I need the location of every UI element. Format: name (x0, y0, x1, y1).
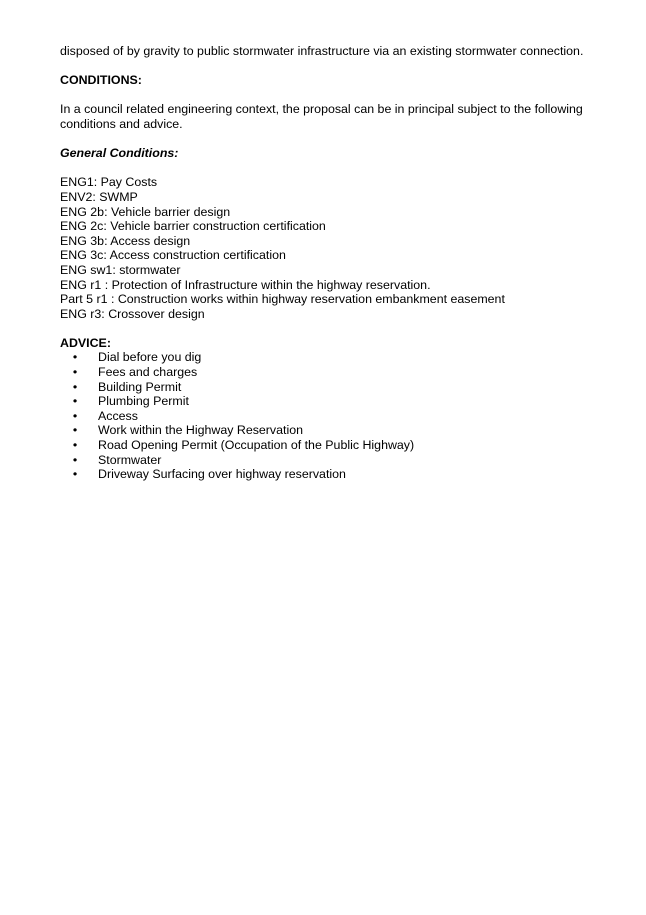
advice-item-label: Building Permit (98, 379, 182, 394)
advice-item-label: Plumbing Permit (98, 394, 189, 409)
bullet-icon: • (72, 350, 78, 365)
advice-item-label: Stormwater (98, 452, 162, 467)
advice-item (60, 394, 608, 409)
bullet-icon: • (72, 423, 78, 438)
advice-item (60, 409, 608, 424)
advice-item (60, 453, 608, 468)
bullet-icon: • (72, 467, 78, 482)
condition-item: ENG 3c: Access construction certification (60, 248, 286, 263)
bullet-icon: • (72, 394, 78, 409)
advice-item-label: Work within the Highway Reservation (98, 423, 303, 438)
bullet-icon: • (72, 438, 78, 453)
advice-item (60, 365, 608, 380)
general-conditions-list (60, 175, 608, 321)
document-page (60, 44, 608, 482)
advice-item (60, 438, 608, 453)
advice-item-label: Access (98, 408, 138, 423)
bullet-icon: • (72, 452, 78, 467)
condition-item: ENG r3: Crossover design (60, 306, 205, 321)
bullet-icon: • (72, 379, 78, 394)
bullet-icon: • (72, 408, 78, 423)
condition-item: ENG 2b: Vehicle barrier design (60, 204, 231, 219)
conditions-paragraph: In a council related engineering context, the proposal can be in principal subject to the following conditions and advice. (60, 102, 583, 131)
advice-item-label: Fees and charges (98, 365, 198, 380)
bullet-icon: • (72, 365, 78, 380)
condition-item: Part 5 r1 : Construction works within highway reservation embankment easement (60, 292, 505, 307)
condition-item: ENG 2c: Vehicle barrier construction certification (60, 219, 326, 234)
general-conditions-heading: General Conditions: (60, 146, 179, 161)
condition-item: ENG 3b: Access design (60, 233, 191, 248)
conditions-heading: CONDITIONS: (60, 73, 142, 88)
advice-item-label: Driveway Surfacing over highway reservation (98, 467, 346, 482)
advice-item (60, 350, 608, 365)
advice-item (60, 380, 608, 395)
intro-paragraph: disposed of by gravity to public stormwater infrastructure via an existing stormwater connection. (60, 44, 584, 58)
condition-item: ENG r1 : Protection of Infrastructure within the highway reservation. (60, 277, 431, 292)
advice-list (60, 350, 608, 481)
advice-item-label: Road Opening Permit (Occupation of the Public Highway) (98, 438, 415, 453)
advice-item-label: Dial before you dig (98, 350, 202, 365)
condition-item: ENV2: SWMP (60, 189, 138, 204)
advice-item (60, 467, 608, 482)
advice-heading: ADVICE: (60, 335, 111, 350)
condition-item: ENG sw1: stormwater (60, 262, 181, 277)
condition-item: ENG1: Pay Costs (60, 175, 158, 190)
advice-item (60, 423, 608, 438)
